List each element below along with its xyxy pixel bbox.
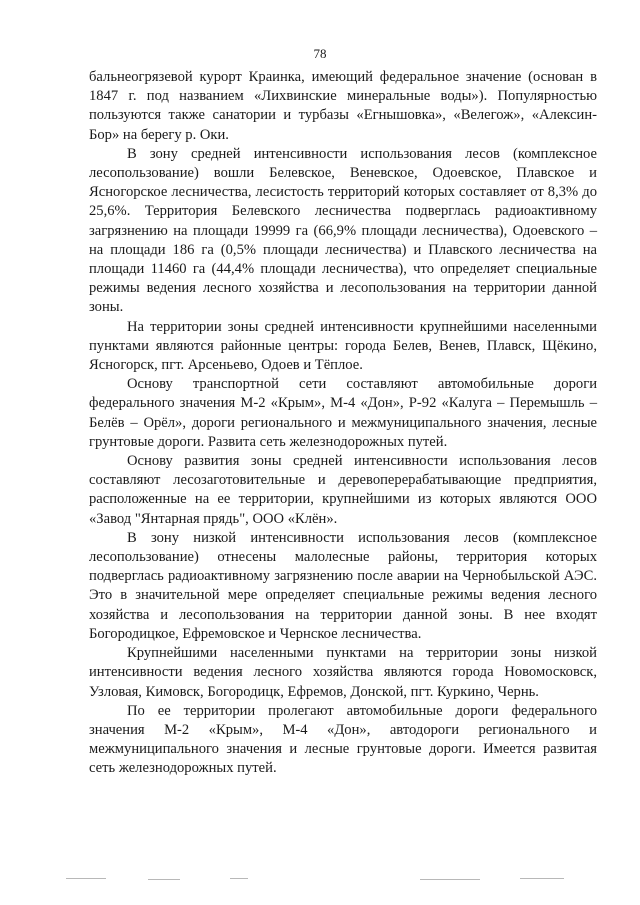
paragraph-transport-network: Основу транспортной сети составляют автомобильные дороги федерального значения М-2 «Крым», М-4 «Дон», Р-92 «Калуга – Перемышль – Белёв – Орёл», дороги регионального и межмуниципального значения, лесные грунтовые дороги. Развита сеть железнодорожных путей. (89, 376, 597, 450)
scan-artifact (148, 879, 180, 880)
paragraph-continuation: бальнеогрязевой курорт Краинка, имеющий федеральное значение (основан в 1847 г. под названием «Лихвинские минеральные воды»). Популярностью пользуются также санатории и турбазы «Егнышовка», «Велегож», «Алексин-Бор» на берегу р. Оки. (89, 69, 597, 143)
page-number: 78 (313, 46, 327, 61)
scan-artifact (420, 879, 480, 880)
scan-artifact (66, 878, 106, 879)
paragraph-medium-zone: В зону средней интенсивности использования лесов (комплексное лесопользование) вошли Белевское, Веневское, Одоевское, Плавское и Ясногорское лесничества, лесистость территорий которых составляет от 8,3% до 25,6%. Территория Белевского лесничества подверглась радиоактивному загрязнению на площади 19999 га (66,9% площади лесничества), Одоевского – на площади 186 га (0,5% площади лесничества) и Плавского лесничества на площади 11460 га (44,4% площади лесничества), что определяет специальные режимы ведения лесного хозяйства и лесопользования на территории данной зоны. (89, 145, 597, 316)
scan-artifact (230, 878, 248, 879)
paragraph-low-zone-roads: По ее территории пролегают автомобильные дороги федерального значения М-2 «Крым», М-4 «Дон», автодороги регионального и межмуниципального значения и лесные грунтовые дороги. Имеется развитая сеть железнодорожных путей. (89, 702, 597, 777)
paragraph-low-zone: В зону низкой интенсивности использования лесов (комплексное лесопользование) отнесены малолесные районы, территория которых подверглась радиоактивному загрязнению после аварии на Чернобыльской АЭС. Это в значительной мере определяет специальные режимы ведения лесного хозяйства и лесопользования на территории данной зоны. В нее входят Богородицкое, Ефремовское и Чернское лесничества. (89, 529, 597, 642)
scan-artifact (520, 878, 564, 879)
paragraph-medium-zone-towns: На территории зоны средней интенсивности крупнейшими населенными пунктами являются районные центры: города Белев, Венев, Плавск, Щёкино, Ясногорск, пгт. Арсеньево, Одоев и Тёплое. (89, 318, 597, 374)
paragraph-low-zone-towns: Крупнейшими населенными пунктами на территории зоны низкой интенсивности ведения лесного хозяйства являются города Новомосковск, Узловая, Кимовск, Богородицк, Ефремов, Донской, пгт. Куркино, Чернь. (89, 645, 597, 700)
body-text (89, 68, 597, 779)
paragraph-industry: Основу развития зоны средней интенсивности использования лесов составляют лесозаготовительные и деревоперерабатывающие предприятия, расположенные на ее территории, крупнейшими из которых являются ООО «Завод "Янтарная прядь", ООО «Клён». (89, 453, 597, 527)
